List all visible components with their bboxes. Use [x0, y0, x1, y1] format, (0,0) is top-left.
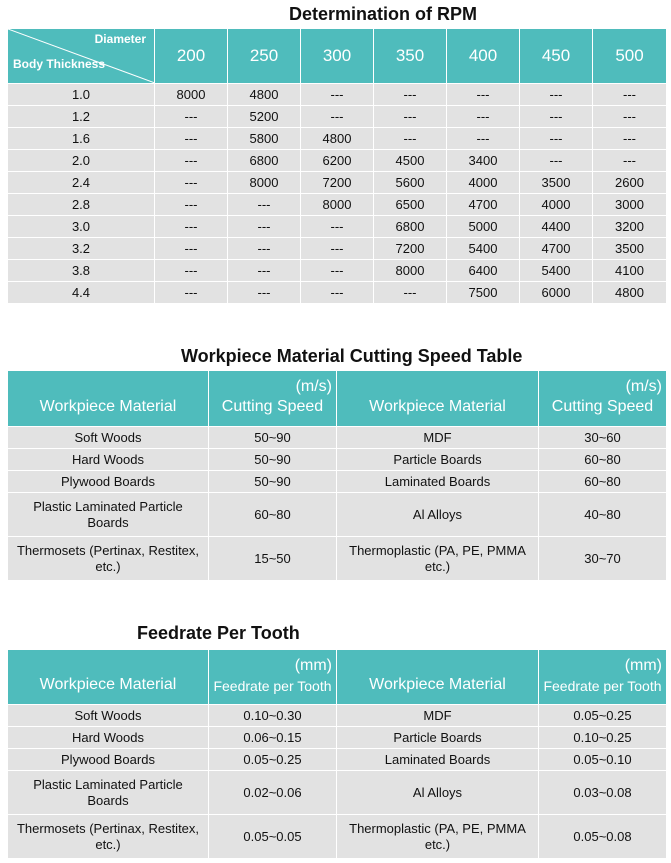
diameter-header: 300 — [301, 29, 374, 84]
unit-label: (mm) — [624, 657, 662, 674]
rpm-cell: 8000 — [228, 172, 301, 194]
cutting-speed-table — [7, 370, 667, 581]
material-cell: MDF — [337, 705, 539, 727]
rpm-row — [8, 238, 667, 260]
speed-header-row — [8, 371, 667, 427]
value-cell: 30~70 — [539, 537, 667, 581]
unit-label: (mm) — [294, 657, 332, 674]
rpm-cell: --- — [520, 84, 593, 106]
material-cell: Thermosets (Pertinax, Restitex, etc.) — [8, 815, 209, 859]
material-cell: Thermoplastic (PA, PE, PMMA etc.) — [337, 815, 539, 859]
material-cell: Al Alloys — [337, 493, 539, 537]
rpm-cell: --- — [520, 150, 593, 172]
cutting-speed-header — [539, 371, 667, 427]
rpm-cell: 3500 — [593, 238, 667, 260]
value-cell: 50~90 — [209, 427, 337, 449]
rpm-cell: --- — [228, 238, 301, 260]
material-cell: Soft Woods — [8, 427, 209, 449]
material-cell: Plywood Boards — [8, 749, 209, 771]
feedrate-header — [539, 650, 667, 705]
rpm-cell: --- — [228, 282, 301, 304]
rpm-cell: --- — [301, 216, 374, 238]
rpm-cell: 5400 — [520, 260, 593, 282]
feed-title: Feedrate Per Tooth — [137, 623, 300, 643]
rpm-cell: 4000 — [520, 194, 593, 216]
material-cell: Thermoplastic (PA, PE, PMMA etc.) — [337, 537, 539, 581]
feedrate-header — [209, 650, 337, 705]
value-cell: 0.10~0.30 — [209, 705, 337, 727]
rpm-cell: 4000 — [447, 172, 520, 194]
rpm-cell: --- — [593, 106, 667, 128]
value-cell: 0.02~0.06 — [209, 771, 337, 815]
rpm-cell: --- — [301, 282, 374, 304]
unit-label: (m/s) — [625, 378, 662, 395]
thickness-cell: 1.6 — [8, 128, 155, 150]
rpm-cell: 3500 — [520, 172, 593, 194]
feedrate-table — [7, 649, 667, 859]
rpm-cell: 7200 — [374, 238, 447, 260]
rpm-cell: 8000 — [155, 84, 228, 106]
rpm-row — [8, 194, 667, 216]
rpm-row — [8, 106, 667, 128]
rpm-cell: --- — [155, 282, 228, 304]
speed-row — [8, 493, 667, 537]
feed-header-row — [8, 650, 667, 705]
value-cell: 60~80 — [209, 493, 337, 537]
rpm-row — [8, 282, 667, 304]
rpm-cell: --- — [228, 260, 301, 282]
value-cell: 60~80 — [539, 471, 667, 493]
rpm-cell: 6800 — [374, 216, 447, 238]
thickness-cell: 3.0 — [8, 216, 155, 238]
material-cell: Particle Boards — [337, 449, 539, 471]
material-cell: Laminated Boards — [337, 749, 539, 771]
cutting-speed-header — [209, 371, 337, 427]
rpm-cell: 6500 — [374, 194, 447, 216]
value-cell: 0.05~0.25 — [209, 749, 337, 771]
rpm-cell: 8000 — [301, 194, 374, 216]
material-cell: Soft Woods — [8, 705, 209, 727]
diameter-label: Diameter — [94, 32, 146, 46]
value-cell: 50~90 — [209, 471, 337, 493]
diameter-header: 400 — [447, 29, 520, 84]
rpm-cell: --- — [155, 238, 228, 260]
material-header: Workpiece Material — [337, 371, 539, 427]
rpm-row — [8, 260, 667, 282]
material-cell: Laminated Boards — [337, 471, 539, 493]
rpm-cell: --- — [374, 128, 447, 150]
value-cell: 0.05~0.10 — [539, 749, 667, 771]
rpm-cell: 3400 — [447, 150, 520, 172]
diameter-header: 250 — [228, 29, 301, 84]
rpm-cell: 6000 — [520, 282, 593, 304]
thickness-cell: 2.0 — [8, 150, 155, 172]
unit-label: (m/s) — [295, 378, 332, 395]
rpm-cell: --- — [155, 128, 228, 150]
rpm-cell: 5400 — [447, 238, 520, 260]
thickness-cell: 3.8 — [8, 260, 155, 282]
value-cell: 0.05~0.25 — [539, 705, 667, 727]
rpm-cell: 4700 — [447, 194, 520, 216]
rpm-corner-header — [8, 29, 155, 84]
rpm-cell: 4700 — [520, 238, 593, 260]
diameter-header: 500 — [593, 29, 667, 84]
material-header: Workpiece Material — [337, 650, 539, 705]
rpm-row — [8, 172, 667, 194]
rpm-cell: 6800 — [228, 150, 301, 172]
thickness-cell: 3.2 — [8, 238, 155, 260]
value-cell: 0.05~0.05 — [209, 815, 337, 859]
rpm-cell: --- — [301, 238, 374, 260]
rpm-cell: --- — [155, 172, 228, 194]
rpm-cell: --- — [155, 106, 228, 128]
rpm-cell: 4400 — [520, 216, 593, 238]
value-cell: 30~60 — [539, 427, 667, 449]
rpm-row — [8, 150, 667, 172]
thickness-cell: 1.2 — [8, 106, 155, 128]
value-cell: 0.06~0.15 — [209, 727, 337, 749]
thickness-cell: 2.4 — [8, 172, 155, 194]
rpm-cell: 7500 — [447, 282, 520, 304]
rpm-cell: --- — [447, 106, 520, 128]
rpm-cell: 5800 — [228, 128, 301, 150]
speed-row — [8, 537, 667, 581]
rpm-cell: --- — [447, 84, 520, 106]
rpm-cell: --- — [374, 282, 447, 304]
rpm-cell: 4800 — [228, 84, 301, 106]
feed-row — [8, 749, 667, 771]
rpm-row — [8, 216, 667, 238]
rpm-title: Determination of RPM — [288, 4, 477, 24]
thickness-cell: 1.0 — [8, 84, 155, 106]
rpm-cell: --- — [155, 194, 228, 216]
rpm-row — [8, 128, 667, 150]
feed-row — [8, 815, 667, 859]
rpm-cell: 5000 — [447, 216, 520, 238]
rpm-cell: 2600 — [593, 172, 667, 194]
rpm-table — [7, 28, 667, 304]
value-label: Cutting Speed — [551, 398, 654, 415]
rpm-cell: 5600 — [374, 172, 447, 194]
rpm-cell: --- — [155, 150, 228, 172]
value-cell: 40~80 — [539, 493, 667, 537]
rpm-cell: --- — [593, 128, 667, 150]
rpm-row — [8, 84, 667, 106]
material-cell: Plastic Laminated Particle Boards — [8, 493, 209, 537]
material-header: Workpiece Material — [8, 371, 209, 427]
value-label: Feedrate per Tooth — [213, 678, 332, 694]
thickness-cell: 2.8 — [8, 194, 155, 216]
value-cell: 0.10~0.25 — [539, 727, 667, 749]
value-label: Feedrate per Tooth — [543, 678, 662, 694]
value-cell: 0.03~0.08 — [539, 771, 667, 815]
thickness-cell: 4.4 — [8, 282, 155, 304]
rpm-header-row — [8, 29, 667, 84]
material-cell: MDF — [337, 427, 539, 449]
rpm-cell: 6400 — [447, 260, 520, 282]
rpm-cell: 4500 — [374, 150, 447, 172]
material-cell: Plywood Boards — [8, 471, 209, 493]
diameter-header: 200 — [155, 29, 228, 84]
material-cell: Al Alloys — [337, 771, 539, 815]
rpm-cell: --- — [301, 106, 374, 128]
material-cell: Hard Woods — [8, 449, 209, 471]
rpm-cell: --- — [155, 216, 228, 238]
rpm-cell: --- — [155, 260, 228, 282]
rpm-cell: 4800 — [593, 282, 667, 304]
rpm-cell: 8000 — [374, 260, 447, 282]
rpm-cell: 5200 — [228, 106, 301, 128]
speed-row — [8, 449, 667, 471]
rpm-cell: --- — [374, 84, 447, 106]
feed-row — [8, 771, 667, 815]
feed-row — [8, 727, 667, 749]
value-cell: 0.05~0.08 — [539, 815, 667, 859]
material-cell: Hard Woods — [8, 727, 209, 749]
rpm-cell: --- — [520, 128, 593, 150]
rpm-cell: --- — [593, 84, 667, 106]
rpm-cell: --- — [374, 106, 447, 128]
rpm-cell: --- — [593, 150, 667, 172]
material-cell: Plastic Laminated Particle Boards — [8, 771, 209, 815]
rpm-cell: --- — [228, 216, 301, 238]
value-label: Cutting Speed — [221, 398, 324, 415]
material-cell: Particle Boards — [337, 727, 539, 749]
material-cell: Thermosets (Pertinax, Restitex, etc.) — [8, 537, 209, 581]
rpm-cell: --- — [301, 84, 374, 106]
rpm-cell: 3000 — [593, 194, 667, 216]
diameter-header: 350 — [374, 29, 447, 84]
speed-row — [8, 471, 667, 493]
material-header: Workpiece Material — [8, 650, 209, 705]
speed-title: Workpiece Material Cutting Speed Table — [181, 346, 523, 366]
rpm-cell: --- — [447, 128, 520, 150]
feed-row — [8, 705, 667, 727]
rpm-cell: 4800 — [301, 128, 374, 150]
body-thickness-label: Body Thickness — [13, 57, 106, 71]
rpm-cell: 7200 — [301, 172, 374, 194]
rpm-cell: --- — [228, 194, 301, 216]
rpm-cell: --- — [520, 106, 593, 128]
rpm-cell: 3200 — [593, 216, 667, 238]
rpm-cell: 6200 — [301, 150, 374, 172]
rpm-cell: --- — [301, 260, 374, 282]
diameter-header: 450 — [520, 29, 593, 84]
value-cell: 15~50 — [209, 537, 337, 581]
value-cell: 50~90 — [209, 449, 337, 471]
rpm-cell: 4100 — [593, 260, 667, 282]
speed-row — [8, 427, 667, 449]
value-cell: 60~80 — [539, 449, 667, 471]
